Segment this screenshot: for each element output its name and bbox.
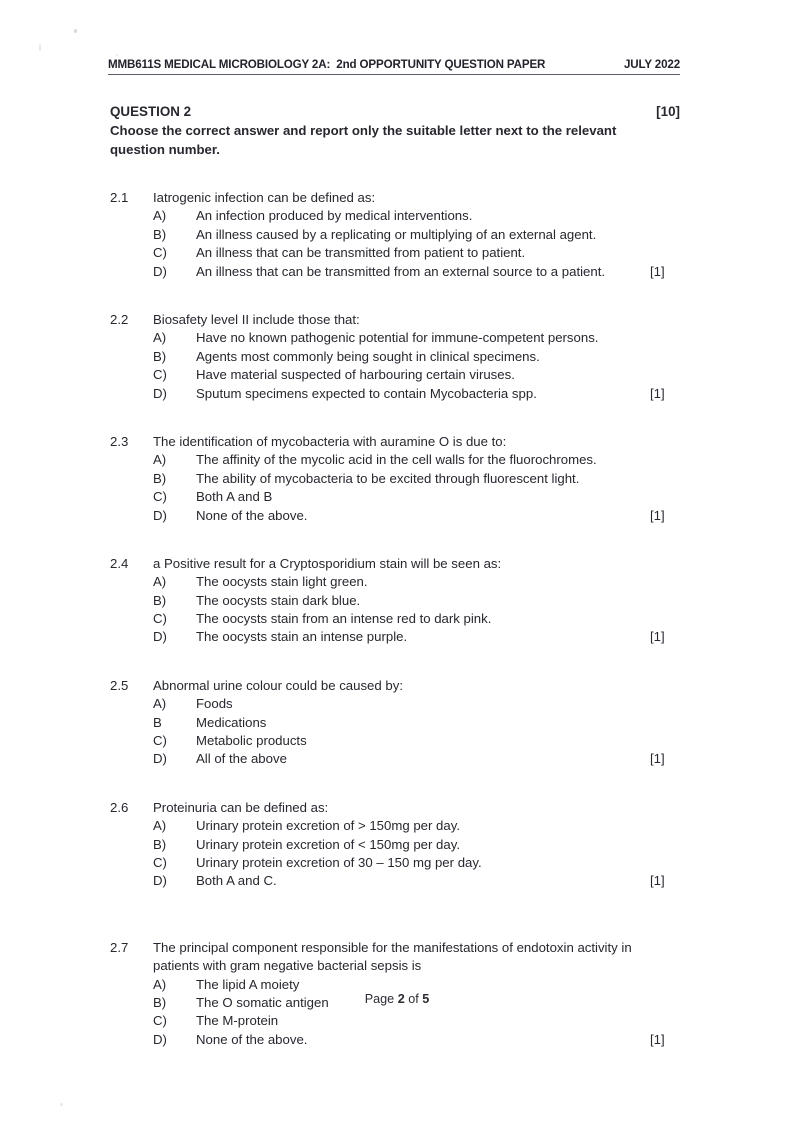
footer-page-number: 2 (397, 992, 405, 1006)
option-marks: [1] (650, 507, 665, 523)
option-row[interactable] (0, 695, 794, 713)
option-text: The oocysts stain dark blue. (196, 592, 361, 608)
option-letter: C) (153, 245, 167, 261)
option-letter: D) (153, 751, 167, 767)
option-text: An illness that can be transmitted from patient to patient. (196, 245, 526, 261)
option-letter: B) (153, 226, 167, 242)
option-letter: B) (153, 592, 167, 608)
question-stem-row (0, 189, 794, 207)
question-number: 2.7 (110, 939, 129, 955)
option-text: An illness that can be transmitted from an external source to a patient. (196, 263, 606, 279)
footer-total-pages: 5 (422, 992, 430, 1006)
option-letter: A) (153, 696, 167, 712)
question-heading-marks: [10] (656, 104, 680, 119)
footer-prefix: Page (364, 992, 398, 1006)
header-course-title: MMB611S MEDICAL MICROBIOLOGY 2A: 2nd OPPORTUNITY QUESTION PAPER (108, 58, 546, 71)
option-letter: A) (153, 818, 167, 834)
question-stem: Abnormal urine colour could be caused by: (153, 677, 403, 693)
option-row[interactable] (0, 592, 794, 610)
option-text: The oocysts stain from an intense red to dark pink. (196, 611, 492, 627)
option-row[interactable] (0, 451, 794, 469)
scan-speck (116, 54, 118, 56)
option-row[interactable] (0, 1012, 794, 1030)
option-row[interactable] (0, 628, 794, 646)
option-text: Urinary protein excretion of 30 – 150 mg per day. (196, 855, 482, 871)
header-exam-date: JULY 2022 (623, 58, 680, 71)
question-heading (110, 104, 680, 119)
option-row[interactable] (0, 263, 794, 281)
option-text: The O somatic antigen (196, 995, 329, 1011)
option-letter: B (153, 714, 162, 730)
question-stem-row (0, 677, 794, 695)
option-letter: C) (153, 611, 167, 627)
option-letter: A) (153, 976, 167, 992)
option-marks: [1] (650, 751, 665, 767)
option-row[interactable] (0, 348, 794, 366)
option-text: Agents most commonly being sought in clinical specimens. (196, 348, 540, 364)
scan-speck (60, 1103, 63, 1106)
option-row[interactable] (0, 750, 794, 768)
question-number: 2.4 (110, 555, 129, 571)
option-letter: C) (153, 855, 167, 871)
option-text: None of the above. (196, 507, 308, 523)
option-letter: D) (153, 263, 167, 279)
option-letter: C) (153, 733, 167, 749)
option-row[interactable] (0, 507, 794, 525)
option-row[interactable] (0, 1031, 794, 1049)
option-text: The affinity of the mycolic acid in the cell walls for the fluorochromes. (196, 452, 597, 468)
option-row[interactable] (0, 732, 794, 750)
question-block (0, 433, 794, 525)
option-text: The ability of mycobacteria to be excited through fluorescent light. (196, 470, 580, 486)
question-stem: Biosafety level II include those that: (153, 311, 360, 327)
option-letter: C) (153, 367, 167, 383)
option-letter: A) (153, 452, 167, 468)
option-text: Urinary protein excretion of < 150mg per day. (196, 836, 461, 852)
option-letter: A) (153, 208, 167, 224)
option-text: Both A and C. (196, 873, 277, 889)
option-letter: C) (153, 489, 167, 505)
option-text: Metabolic products (196, 733, 307, 749)
option-letter: A) (153, 330, 167, 346)
option-letter: B) (153, 995, 167, 1011)
option-row[interactable] (0, 817, 794, 835)
option-letter: A) (153, 574, 167, 590)
option-row[interactable] (0, 385, 794, 403)
question-stem: The principal component responsible for the manifestations of endotoxin activity in patients with gram negative bacterial sepsis is (153, 939, 632, 974)
question-number: 2.3 (110, 433, 129, 449)
option-row[interactable] (0, 573, 794, 591)
question-stem-row (0, 799, 794, 817)
option-row[interactable] (0, 470, 794, 488)
option-row[interactable] (0, 226, 794, 244)
questions-list (0, 189, 794, 1049)
option-row[interactable] (0, 872, 794, 890)
option-text: The M-protein (196, 1013, 279, 1029)
option-text: Have no known pathogenic potential for immune-competent persons. (196, 330, 599, 346)
scan-speck (74, 29, 77, 33)
option-letter: D) (153, 385, 167, 401)
page-header (108, 58, 680, 75)
question-number: 2.2 (110, 311, 129, 327)
document-content (0, 104, 794, 1049)
question-stem: a Positive result for a Cryptosporidium stain will be seen as: (153, 555, 502, 571)
option-row[interactable] (0, 244, 794, 262)
question-stem: Proteinuria can be defined as: (153, 799, 329, 815)
question-block (0, 311, 794, 403)
question-stem-row (0, 555, 794, 573)
question-block (0, 555, 794, 647)
question-number: 2.6 (110, 799, 129, 815)
option-marks: [1] (650, 385, 665, 401)
question-heading-label: QUESTION 2 (110, 104, 192, 119)
option-text: The lipid A moiety (196, 976, 300, 992)
footer-middle: of (404, 992, 423, 1006)
question-number: 2.5 (110, 677, 129, 693)
option-row[interactable] (0, 366, 794, 384)
option-letter: D) (153, 873, 167, 889)
question-stem-row (0, 311, 794, 329)
option-text: All of the above (196, 751, 287, 767)
option-row[interactable] (0, 488, 794, 506)
option-letter: C) (153, 1013, 167, 1029)
option-letter: D) (153, 1031, 167, 1047)
question-instructions: Choose the correct answer and report only the suitable letter next to the relevant question number. (110, 123, 617, 157)
question-stem: The identification of mycobacteria with auramine O is due to: (153, 433, 507, 449)
question-block (0, 189, 794, 281)
option-letter: B) (153, 470, 167, 486)
option-letter: B) (153, 836, 167, 852)
question-block (0, 799, 794, 891)
option-text: Medications (196, 714, 267, 730)
option-text: An infection produced by medical interventions. (196, 208, 473, 224)
option-letter: B) (153, 348, 167, 364)
option-row[interactable] (0, 854, 794, 872)
option-letter: D) (153, 629, 167, 645)
question-stem: Iatrogenic infection can be defined as: (153, 190, 376, 205)
option-row[interactable] (0, 610, 794, 628)
scan-speck (39, 44, 41, 51)
option-marks: [1] (650, 629, 665, 645)
option-text: Urinary protein excretion of > 150mg per day. (196, 818, 461, 834)
option-text: An illness caused by a replicating or multiplying of an external agent. (196, 226, 597, 242)
option-text: The oocysts stain light green. (196, 574, 368, 590)
option-row[interactable] (0, 836, 794, 854)
option-letter: D) (153, 507, 167, 523)
option-row[interactable] (0, 329, 794, 347)
question-block (0, 677, 794, 769)
question-number: 2.1 (110, 190, 129, 205)
option-marks: [1] (650, 1031, 665, 1047)
option-row[interactable] (0, 714, 794, 732)
option-marks: [1] (650, 873, 665, 889)
question-stem-row (0, 433, 794, 451)
option-text: Foods (196, 696, 233, 712)
option-text: Sputum specimens expected to contain Mycobacteria spp. (196, 385, 537, 401)
option-text: The oocysts stain an intense purple. (196, 629, 408, 645)
question-stem-row (0, 939, 794, 976)
page-footer (0, 992, 794, 1006)
option-marks: [1] (650, 263, 665, 279)
option-text: Have material suspected of harbouring certain viruses. (196, 367, 515, 383)
option-text: None of the above. (196, 1031, 308, 1047)
option-row[interactable] (0, 207, 794, 225)
option-text: Both A and B (196, 489, 273, 505)
